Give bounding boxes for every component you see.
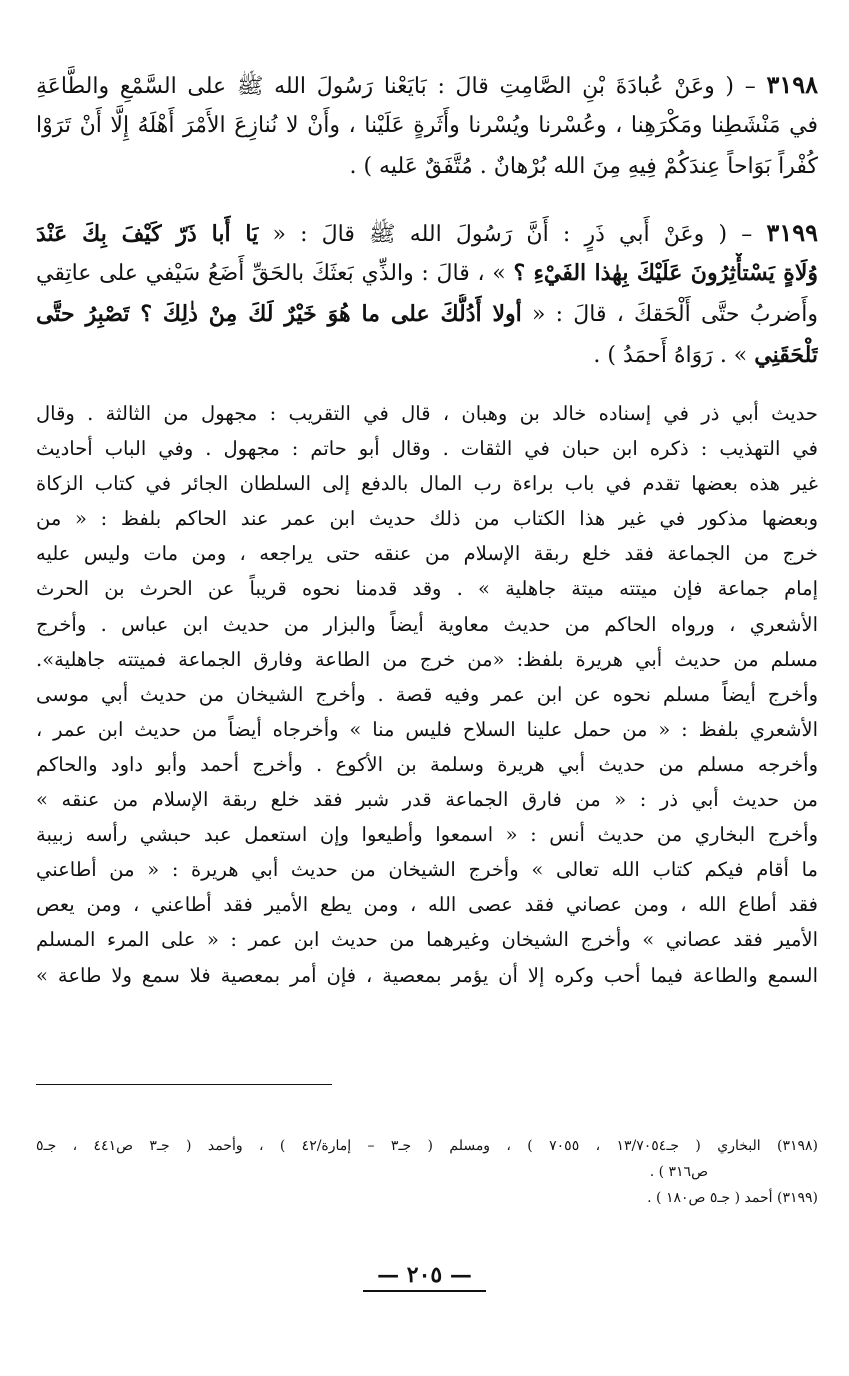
commentary-line: وأخرجه مسلم من حديث أبي هريرة وسلمة بن الأكوع . وأخرج أحمد وأبو داود والحاكم: [36, 752, 818, 776]
commentary-line: فقد أطاع الله ، ومن عصاني فقد عصى الله ، ومن يطع الأمير فقد أطاعني ، ومن يعص: [36, 893, 818, 917]
commentary-line: الأمير فقد عصاني » وأخرج الشيخان وغيرهما من حديث ابن عمر : « على المرء المسلم: [36, 928, 818, 952]
hadith-3199-line-4: تَلْحَقَنِي » . رَوَاهُ أَحمَدُ ) .: [593, 342, 818, 368]
commentary-line: خرج من الجماعة فقد خلع ربقة الإسلام من عنقه حتى يراجعه ، ومن مات وليس عليه: [36, 542, 818, 566]
footnote-3198-cont: ص٣١٦ ) .: [649, 1164, 708, 1180]
commentary-line: وبعضها مذكور في غير هذا الكتاب من ذلك حديث ابن عمر عند الحاكم بلفظ : « من: [36, 507, 818, 531]
hadith-3199-line-2: وُلَاةٍ يَسْتأْثِرُونَ عَلَيْكَ بِهٰذا الفَيْءِ ؟ » ، قالَ : والذِّي بَعثَكَ بالحَقِّ أَضَعُ سَيْفي على عاتِقي: [36, 260, 818, 286]
hadith-3198-line-3: كُفْراً بَوَاحاً عِندَكُمْ فِيهِ مِنَ الله بُرْهانٌ . مُتَّفَقٌ عَليه ) .: [349, 154, 818, 179]
commentary-line: إمام جماعة فإن ميتته ميتة جاهلية » . وقد قدمنا نحوه قريباً عن الحرث بن الحرث: [36, 577, 818, 601]
commentary-line: وأخرج البخاري من حديث أنس : « اسمعوا وأطيعوا وإن استعمل عبد حبشي رأسه زبيبة: [36, 823, 818, 847]
hadith-3198-line-1: ٣١٩٨ – ( وعَنْ عُبادَةَ بْنِ الصَّامِتِ قالَ : بَايَعْنا رَسُولَ الله ﷺ على السَّمْعِ والطَّاعَةِ: [36, 70, 818, 99]
commentary-line: الأشعري بلفظ : « من حمل علينا السلاح فليس منا » وأخرجاه أيضاً من حديث ابن عمر ،: [36, 717, 818, 741]
commentary-line: غير هذه بعضها تقدم في باب براءة رب المال بالدفع إلى السلطان الجائر في كتاب الزكاة: [36, 472, 818, 496]
commentary-line: الأشعري ، ورواه الحاكم من حديث معاوية أيضاً والبزار من حديث ابن عباس . وأخرج: [36, 612, 818, 636]
commentary-line: في التهذيب : ذكره ابن حبان في الثقات . وقال أبو حاتم : مجهول . وفي الباب أحاديث: [36, 437, 818, 461]
hadith-number: ٣١٩٩: [766, 218, 818, 247]
footnotes: [36, 1133, 818, 1211]
hadith-3198-line-2: في مَنْشَطِنا ومَكْرَهِنا ، وعُسْرنا ويُسْرنا وأَثَرةٍ عَلَيْنا ، وأَنْ لا نُنازِعَ الأَمْرَ أَهْلَهُ إِلَّا أَنْ تَرَوْا: [36, 113, 818, 138]
hadith-3198: [36, 64, 818, 187]
hadith-3199: [36, 212, 818, 376]
commentary-line: من حديث أبي ذر : « من فارق الجماعة قدر شبر فقد خلع ربقة الإسلام من عنقه »: [36, 788, 818, 812]
footnote-divider: [36, 1084, 332, 1085]
hadith-3199-line-1: ٣١٩٩ – ( وعَنْ أَبي ذَرٍ : أَنَّ رَسُولَ الله ﷺ قالَ : « يَا أَبا ذَرّ كَيْفَ بِكَ عَنْدَ: [36, 218, 818, 247]
commentary-line: وأخرج أيضاً مسلم نحوه عن ابن عمر وفيه قصة . وأخرج الشيخان من حديث أبي موسى: [36, 682, 818, 706]
hadith-number: ٣١٩٨: [766, 70, 818, 99]
commentary-line: السمع والطاعة فيما أحب وكره إلا أن يؤمر بمعصية ، فإن أمر بمعصية فلا سمع ولا طاعة »: [36, 963, 818, 987]
commentary: [36, 396, 818, 993]
footnote-3198: (٣١٩٨) البخاري ( جـ١٣/٧٠٥٤ ، ٧٠٥٥ ) ، ومسلم ( جـ٣ – إمارة/٤٢ ) ، وأحمد ( جـ٣ ص٤٤١ ، جـ٥: [36, 1138, 818, 1154]
commentary-line: حديث أبي ذر في إسناده خالد بن وهبان ، قال في التقريب : مجهول من الثالثة . وقال: [36, 402, 818, 425]
page-number: — ٢٠٥ —: [0, 1262, 849, 1288]
commentary-line: ما أقام فيكم كتاب الله تعالى » وأخرج الشيخان من حديث أبي هريرة : « من أطاعني: [36, 858, 818, 882]
footnote-3199: (٣١٩٩) أحمد ( جـ٥ ص١٨٠ ) .: [647, 1190, 818, 1206]
hadith-3199-line-3: وأَضربُ حتَّى أَلْحَقكَ ، قالَ : « أولا أَدُلُّكَ على ما هُوَ خَيْرٌ لَكَ مِنْ ذٰلِكَ ؟ تَصْبِرُ حتَّى: [36, 301, 818, 327]
commentary-line: مسلم من حديث أبي هريرة بلفظ: «من خرج من الطاعة وفارق الجماعة فميتته جاهلية».: [36, 647, 818, 671]
